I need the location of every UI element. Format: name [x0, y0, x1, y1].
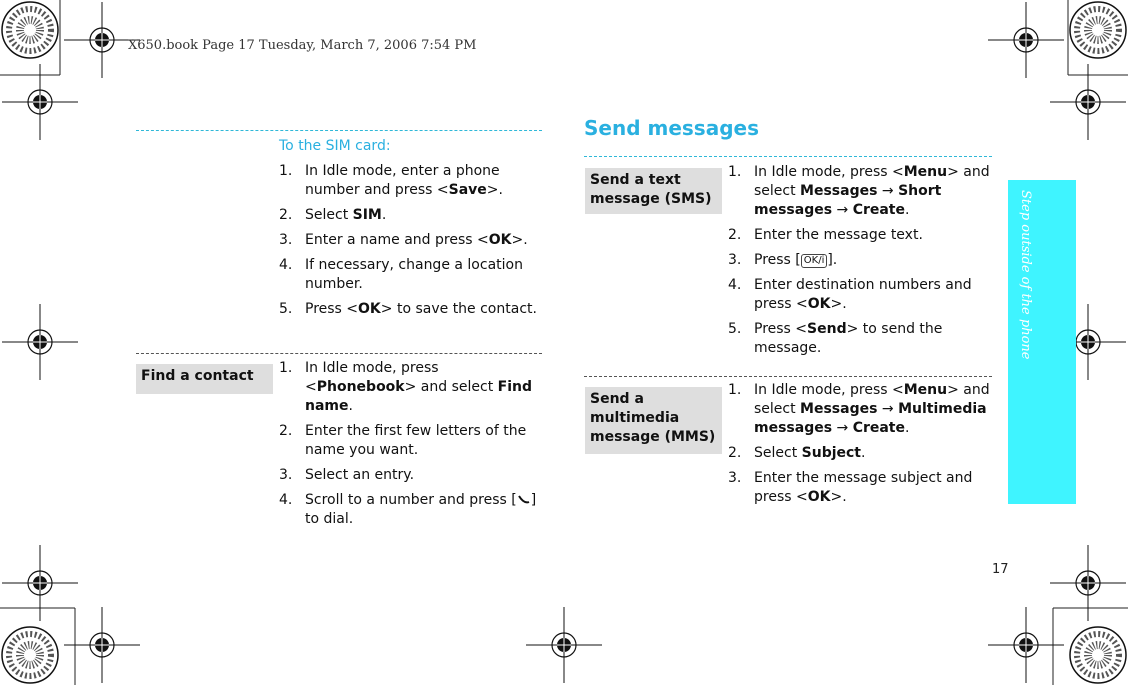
- page-number: 17: [992, 562, 1009, 577]
- side-tab: [1008, 180, 1076, 504]
- list-item: 1. In Idle mode, press <Phonebook> and select Find name.: [279, 360, 533, 414]
- mms-steps: [728, 381, 992, 507]
- sms-label: Send a text message (SMS): [585, 168, 722, 214]
- list-item: 1. In Idle mode, press <Menu> and select Messages → Multimedia messages → Create.: [728, 382, 990, 436]
- page-title: Send messages: [584, 116, 759, 140]
- find-steps: [279, 359, 547, 529]
- list-item: 5. Press <OK> to save the contact.: [279, 301, 537, 317]
- section-divider: [136, 353, 542, 354]
- list-item: 4. Enter destination numbers and press <OK>.: [728, 277, 972, 312]
- section-divider: [136, 130, 542, 131]
- mms-label: Send a multimedia message (MMS): [585, 387, 722, 454]
- print-header: X650.book Page 17 Tuesday, March 7, 2006 7:54 PM: [128, 38, 477, 53]
- list-item: 3. Enter the message subject and press <OK>.: [728, 470, 973, 505]
- list-item: 2. Enter the message text.: [728, 227, 923, 243]
- ok-key-icon: OK/i: [801, 254, 828, 268]
- list-item: 5. Press <Send> to send the message.: [728, 321, 943, 356]
- list-item: 2. Select SIM.: [279, 207, 387, 223]
- list-item: 3. Select an entry.: [279, 467, 415, 483]
- list-item: 1. In Idle mode, press <Menu> and select Messages → Short messages → Create.: [728, 164, 990, 218]
- list-item: 2. Select Subject.: [728, 445, 866, 461]
- side-tab-label: Step outside of the phone: [1018, 190, 1033, 360]
- section-divider: [584, 156, 992, 157]
- list-item: 4. Scroll to a number and press [ ] to dial.: [279, 492, 537, 527]
- call-key-icon: [517, 493, 531, 505]
- subheading-sim: To the SIM card:: [279, 138, 391, 154]
- list-item: 2. Enter the first few letters of the name you want.: [279, 423, 527, 458]
- list-item: 4. If necessary, change a location number.: [279, 257, 523, 292]
- sms-steps: [728, 163, 992, 358]
- sim-steps: [279, 162, 547, 319]
- list-item: 3. Press [ OK/i ].: [728, 252, 838, 268]
- list-item: 1. In Idle mode, enter a phone number and press <Save>.: [279, 163, 503, 198]
- section-divider: [584, 376, 992, 377]
- find-contact-label: Find a contact: [136, 364, 273, 394]
- list-item: 3. Enter a name and press <OK>.: [279, 232, 528, 248]
